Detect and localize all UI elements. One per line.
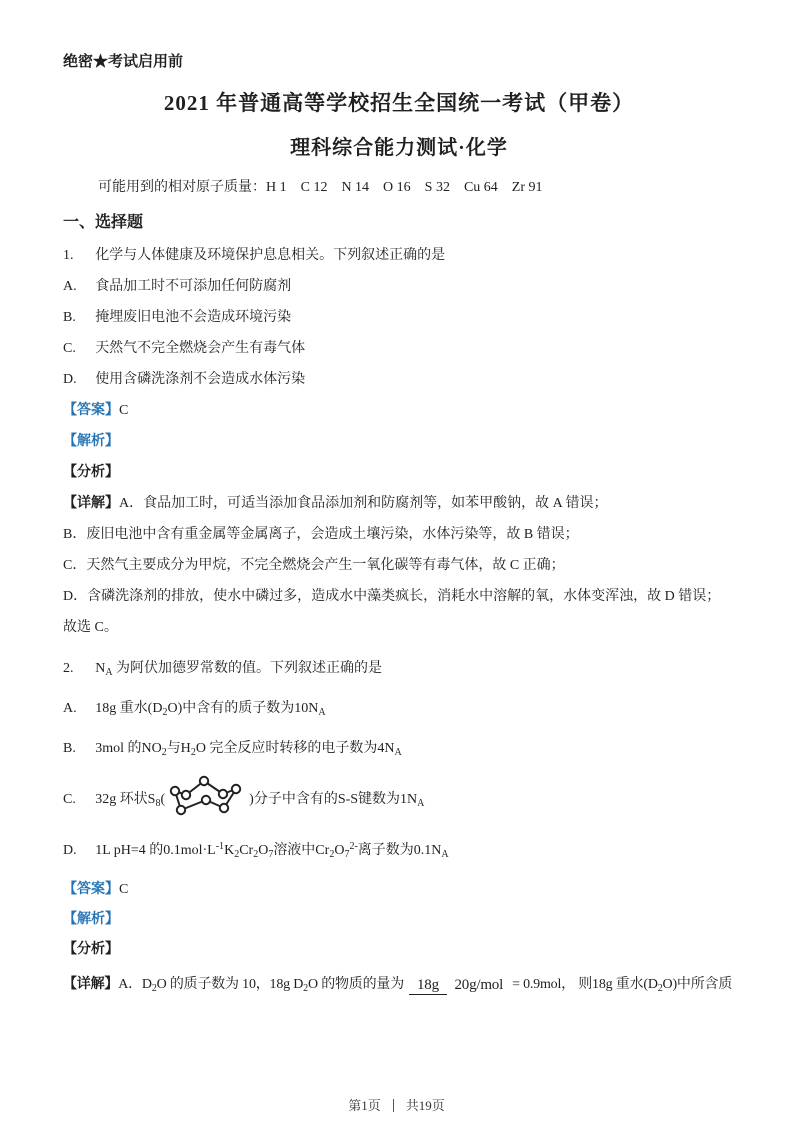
atomic-masses-line: 可能用到的相对原子质量：H 1 C 12 N 14 O 16 S 32 Cu 64 Zr 91 bbox=[98, 180, 543, 195]
q1-answer-line: 【答案】C bbox=[63, 403, 129, 418]
q1-option-d-label: D. bbox=[63, 372, 77, 387]
q1-option-d bbox=[63, 364, 735, 395]
q2-option-d bbox=[63, 831, 735, 871]
q1-option-b bbox=[63, 302, 735, 333]
q1-option-a-text: 食品加工时不可添加任何防腐剂 bbox=[95, 279, 292, 294]
q2-option-d-text: 1L pH=4 的$0.1mol\cdot L^{-1}K_2Cr_2O_7$溶液中$Cr_2O_7^{2-}$离子数为$0.1N_A$ bbox=[95, 841, 449, 860]
q1-option-b-text: 掩埋废旧电池不会造成环境污染 bbox=[95, 310, 292, 325]
secrecy-notice: 绝密★考试启用前 bbox=[63, 54, 184, 70]
q2-detail-post: = 0.9mol， 则18g 重水$(D_2O)$中所含质 bbox=[512, 977, 733, 994]
q2-stem bbox=[63, 649, 735, 689]
q2-answer-line: 【答案】C bbox=[63, 882, 129, 897]
q2-option-b bbox=[63, 729, 735, 769]
page-number: 第1页 bbox=[348, 1098, 381, 1113]
q2-option-a bbox=[63, 689, 735, 729]
q2-number: 2. bbox=[63, 661, 74, 676]
q2-stem-text: $N_A$ 为阿伏加德罗常数的值。下列叙述正确的是 bbox=[95, 661, 383, 678]
q2-detail-line bbox=[63, 973, 735, 997]
exam-title: 2021 年普通高等学校招生全国统一考试（甲卷） bbox=[163, 91, 635, 115]
q2-option-c bbox=[63, 769, 735, 831]
q2-detail-pre: 【详解】A．$D_2O$ 的质子数为 10，18g $D_2O$ 的物质的量为 bbox=[63, 977, 404, 994]
exam-subtitle: 理科综合能力测试·化学 bbox=[290, 137, 508, 159]
q1-option-c-text: 天然气不完全燃烧会产生有毒气体 bbox=[95, 341, 306, 356]
q1-jiexi-label: 【解析】 bbox=[63, 434, 119, 449]
q2-fenxi-label: 【分析】 bbox=[63, 942, 119, 957]
q2-option-a-label: A. bbox=[63, 701, 77, 716]
q1-option-c bbox=[63, 333, 735, 364]
q2-option-b-text: 3mol 的$NO_2$与$H_2O$ 完全反应时转移的电子数为$4N_A$ bbox=[95, 741, 402, 758]
q2-option-c-text-post: )分子中含有的S-S键数为$1N_A$ bbox=[249, 792, 425, 810]
page-total: 共19页 bbox=[405, 1098, 445, 1113]
s8-molecule-image bbox=[166, 775, 248, 825]
question-2 bbox=[63, 649, 735, 997]
q1-detail-line: 【详解】A．食品加工时，可适当添加食品添加剂和防腐剂等，如苯甲酸钠，故 A 错误； bbox=[63, 496, 608, 511]
q2-jiexi-label: 【解析】 bbox=[63, 912, 119, 927]
q1-stem-text: 化学与人体健康及环境保护息息相关。下列叙述正确的是 bbox=[95, 248, 446, 263]
q1-detail-line: C．天然气主要成分为甲烷，不完全燃烧会产生一氧化碳等有毒气体，故 C 正确； bbox=[63, 558, 565, 573]
section-heading: 一、选择题 bbox=[63, 214, 144, 231]
question-1 bbox=[63, 240, 735, 643]
fraction bbox=[409, 973, 507, 997]
q1-option-b-label: B. bbox=[63, 310, 76, 325]
q1-detail-line: B．废旧电池中含有重金属等金属离子，会造成土壤污染，水体污染等，故 B 错误； bbox=[63, 527, 579, 542]
q1-option-a bbox=[63, 271, 735, 302]
q2-option-a-text: 18g 重水$(D_2O)$中含有的质子数为$10N_A$ bbox=[95, 701, 326, 718]
q2-option-d-label: D. bbox=[63, 843, 77, 858]
q2-option-b-label: B. bbox=[63, 741, 76, 756]
q1-option-a-label: A. bbox=[63, 279, 77, 294]
q2-option-c-text-pre: 32g 环状$S_8$( bbox=[95, 792, 166, 810]
q1-fenxi-label: 【分析】 bbox=[63, 465, 119, 480]
q2-option-c-label: C. bbox=[63, 792, 76, 808]
q1-option-c-label: C. bbox=[63, 341, 76, 356]
q1-conclusion-line: 故选 C。 bbox=[63, 620, 118, 635]
q1-detail-line: D．含磷洗涤剂的排放，使水中磷过多，造成水中藻类疯长，消耗水中溶解的氧，水体变浑浊，故 D 错误； bbox=[63, 589, 721, 604]
fraction-numerator: 18g bbox=[409, 977, 447, 995]
fraction-denominator: 20g/mol bbox=[454, 977, 504, 993]
q1-number: 1. bbox=[63, 248, 74, 263]
footer-divider bbox=[393, 1099, 394, 1112]
page-footer bbox=[0, 1095, 793, 1114]
q1-option-d-text: 使用含磷洗涤剂不会造成水体污染 bbox=[95, 372, 306, 387]
q1-stem bbox=[63, 240, 735, 271]
